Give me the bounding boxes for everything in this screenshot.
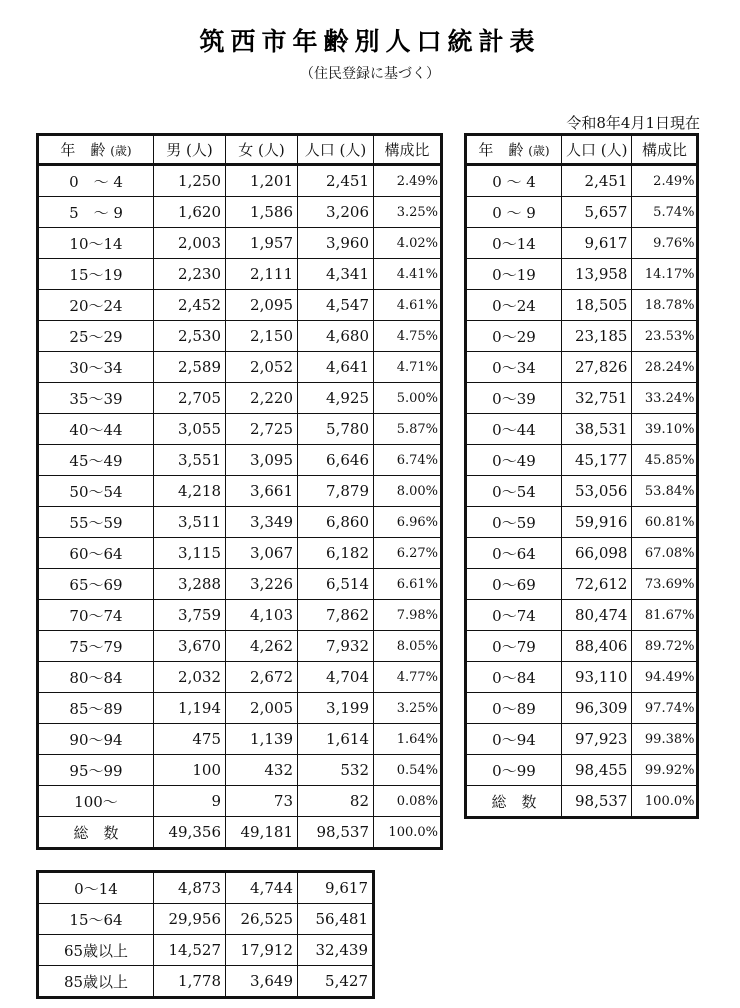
population-cell: 7,932: [298, 631, 374, 662]
age-range-cell: 0～64: [466, 538, 562, 569]
ratio-cell: 8.05%: [374, 631, 442, 662]
table-row: [466, 197, 698, 228]
male-count-cell: 1,194: [154, 693, 226, 724]
table-row: [38, 786, 442, 817]
age-group-cell: 65歳以上: [38, 935, 154, 966]
age-group-cell: 85歳以上: [38, 966, 154, 998]
age-range-cell: 60～64: [38, 538, 154, 569]
population-cell: 2,451: [562, 165, 632, 197]
age-group-summary-table: [36, 870, 375, 999]
age-range-cell: 0 ～ 9: [466, 197, 562, 228]
population-cell: 4,641: [298, 352, 374, 383]
female-count-cell: 3,661: [226, 476, 298, 507]
female-count-cell: 3,349: [226, 507, 298, 538]
population-cell: 23,185: [562, 321, 632, 352]
female-count-cell: 49,181: [226, 817, 298, 849]
table-row: [38, 228, 442, 259]
female-count-cell: 2,672: [226, 662, 298, 693]
table-row: [466, 569, 698, 600]
male-count-cell: 1,778: [154, 966, 226, 998]
male-count-cell: 2,452: [154, 290, 226, 321]
ratio-cell: 89.72%: [632, 631, 698, 662]
table-row: [38, 966, 374, 998]
ratio-cell: 4.02%: [374, 228, 442, 259]
ratio-cell: 6.61%: [374, 569, 442, 600]
population-cell: 4,925: [298, 383, 374, 414]
population-cell: 72,612: [562, 569, 632, 600]
age-range-cell: 65～69: [38, 569, 154, 600]
ratio-cell: 60.81%: [632, 507, 698, 538]
age-range-cell: 45～49: [38, 445, 154, 476]
table-row: [38, 538, 442, 569]
population-cell: 32,439: [298, 935, 374, 966]
male-count-cell: 100: [154, 755, 226, 786]
population-cell: 88,406: [562, 631, 632, 662]
population-cell: 98,537: [562, 786, 632, 818]
age-population-table: [36, 133, 443, 850]
table-row: [466, 538, 698, 569]
female-count-cell: 3,095: [226, 445, 298, 476]
ratio-cell: 4.77%: [374, 662, 442, 693]
female-count-cell: 1,139: [226, 724, 298, 755]
header-ratio: 構成比: [632, 135, 698, 165]
ratio-cell: 99.92%: [632, 755, 698, 786]
age-range-cell: 35～39: [38, 383, 154, 414]
cumulative-population-table: [464, 133, 699, 819]
population-cell: 4,680: [298, 321, 374, 352]
age-range-cell: 0～79: [466, 631, 562, 662]
ratio-cell: 3.25%: [374, 197, 442, 228]
age-range-cell: 0～59: [466, 507, 562, 538]
population-cell: 6,860: [298, 507, 374, 538]
table-row: [466, 724, 698, 755]
table-row: [466, 259, 698, 290]
ratio-cell: 3.25%: [374, 693, 442, 724]
age-population-body: [38, 165, 442, 849]
ratio-cell: 4.71%: [374, 352, 442, 383]
age-range-cell: 0～84: [466, 662, 562, 693]
age-range-cell: 0 ～ 4: [466, 165, 562, 197]
male-count-cell: 14,527: [154, 935, 226, 966]
male-count-cell: 4,218: [154, 476, 226, 507]
table-row: [466, 755, 698, 786]
header-population: 人口 (人): [298, 135, 374, 165]
population-cell: 6,182: [298, 538, 374, 569]
population-cell: 4,704: [298, 662, 374, 693]
header-age-label: 年 齢: [478, 141, 524, 159]
male-count-cell: 4,873: [154, 872, 226, 904]
age-range-cell: 0～54: [466, 476, 562, 507]
age-range-cell: 75～79: [38, 631, 154, 662]
age-range-cell: 15～19: [38, 259, 154, 290]
table-row: [38, 290, 442, 321]
population-cell: 1,614: [298, 724, 374, 755]
ratio-cell: 6.27%: [374, 538, 442, 569]
female-count-cell: 2,111: [226, 259, 298, 290]
female-count-cell: 2,220: [226, 383, 298, 414]
population-cell: 66,098: [562, 538, 632, 569]
population-cell: 32,751: [562, 383, 632, 414]
cumulative-population-body: [466, 165, 698, 818]
population-cell: 97,923: [562, 724, 632, 755]
header-ratio: 構成比: [374, 135, 442, 165]
population-cell: 18,505: [562, 290, 632, 321]
female-count-cell: 2,052: [226, 352, 298, 383]
ratio-cell: 8.00%: [374, 476, 442, 507]
ratio-cell: 94.49%: [632, 662, 698, 693]
age-group-cell: 15～64: [38, 904, 154, 935]
population-cell: 4,547: [298, 290, 374, 321]
table-row: [38, 165, 442, 197]
female-count-cell: 1,957: [226, 228, 298, 259]
table-row: [38, 872, 374, 904]
ratio-cell: 53.84%: [632, 476, 698, 507]
table-row: [38, 507, 442, 538]
female-count-cell: 432: [226, 755, 298, 786]
table-row: [38, 631, 442, 662]
male-count-cell: 2,705: [154, 383, 226, 414]
table-row: [466, 445, 698, 476]
population-cell: 98,537: [298, 817, 374, 849]
male-count-cell: 3,670: [154, 631, 226, 662]
age-range-cell: 70～74: [38, 600, 154, 631]
population-cell: 27,826: [562, 352, 632, 383]
ratio-cell: 73.69%: [632, 569, 698, 600]
population-cell: 80,474: [562, 600, 632, 631]
ratio-cell: 2.49%: [374, 165, 442, 197]
ratio-cell: 4.75%: [374, 321, 442, 352]
male-count-cell: 2,530: [154, 321, 226, 352]
ratio-cell: 39.10%: [632, 414, 698, 445]
ratio-cell: 14.17%: [632, 259, 698, 290]
population-cell: 532: [298, 755, 374, 786]
male-count-cell: 49,356: [154, 817, 226, 849]
age-range-cell: 総 数: [466, 786, 562, 818]
ratio-cell: 5.87%: [374, 414, 442, 445]
age-range-cell: 0～44: [466, 414, 562, 445]
population-cell: 38,531: [562, 414, 632, 445]
population-cell: 59,916: [562, 507, 632, 538]
population-cell: 13,958: [562, 259, 632, 290]
population-cell: 98,455: [562, 755, 632, 786]
population-cell: 5,657: [562, 197, 632, 228]
age-range-cell: 0～29: [466, 321, 562, 352]
table-row: [466, 507, 698, 538]
total-row: [466, 786, 698, 818]
page-subtitle: （住民登録に基づく）: [300, 66, 440, 82]
table-row: [466, 662, 698, 693]
population-cell: 45,177: [562, 445, 632, 476]
age-range-cell: 10～14: [38, 228, 154, 259]
age-range-cell: 50～54: [38, 476, 154, 507]
population-cell: 6,514: [298, 569, 374, 600]
female-count-cell: 2,005: [226, 693, 298, 724]
population-cell: 96,309: [562, 693, 632, 724]
population-cell: 4,341: [298, 259, 374, 290]
header-male: 男 (人): [154, 135, 226, 165]
age-range-cell: 25～29: [38, 321, 154, 352]
table-row: [38, 569, 442, 600]
page-title: 筑西市年齢別人口統計表: [199, 27, 541, 56]
population-cell: 5,427: [298, 966, 374, 998]
ratio-cell: 97.74%: [632, 693, 698, 724]
age-range-cell: 40～44: [38, 414, 154, 445]
table-row: [466, 165, 698, 197]
male-count-cell: 475: [154, 724, 226, 755]
female-count-cell: 1,201: [226, 165, 298, 197]
age-group-summary-body: [38, 872, 374, 998]
table-header-row: [38, 135, 442, 165]
population-cell: 6,646: [298, 445, 374, 476]
age-range-cell: 総 数: [38, 817, 154, 849]
male-count-cell: 1,620: [154, 197, 226, 228]
ratio-cell: 23.53%: [632, 321, 698, 352]
ratio-cell: 0.54%: [374, 755, 442, 786]
population-cell: 56,481: [298, 904, 374, 935]
table-row: [466, 600, 698, 631]
header-age-unit: (歳): [528, 144, 550, 158]
table-header-row: [466, 135, 698, 165]
male-count-cell: 3,288: [154, 569, 226, 600]
population-cell: 9,617: [562, 228, 632, 259]
table-row: [38, 414, 442, 445]
female-count-cell: 3,649: [226, 966, 298, 998]
male-count-cell: 1,250: [154, 165, 226, 197]
table-row: [38, 724, 442, 755]
male-count-cell: 3,511: [154, 507, 226, 538]
total-row: [38, 817, 442, 849]
female-count-cell: 4,103: [226, 600, 298, 631]
table-row: [38, 445, 442, 476]
table-row: [466, 290, 698, 321]
female-count-cell: 4,744: [226, 872, 298, 904]
age-range-cell: 0～14: [466, 228, 562, 259]
ratio-cell: 99.38%: [632, 724, 698, 755]
age-range-cell: 95～99: [38, 755, 154, 786]
table-row: [38, 755, 442, 786]
age-range-cell: 85～89: [38, 693, 154, 724]
ratio-cell: 33.24%: [632, 383, 698, 414]
ratio-cell: 28.24%: [632, 352, 698, 383]
table-row: [38, 197, 442, 228]
table-row: [466, 631, 698, 662]
population-cell: 53,056: [562, 476, 632, 507]
population-cell: 9,617: [298, 872, 374, 904]
female-count-cell: 3,226: [226, 569, 298, 600]
age-range-cell: 55～59: [38, 507, 154, 538]
age-range-cell: 0 ～ 4: [38, 165, 154, 197]
male-count-cell: 3,759: [154, 600, 226, 631]
ratio-cell: 4.61%: [374, 290, 442, 321]
male-count-cell: 2,589: [154, 352, 226, 383]
ratio-cell: 5.74%: [632, 197, 698, 228]
age-range-cell: 80～84: [38, 662, 154, 693]
male-count-cell: 3,055: [154, 414, 226, 445]
header-population: 人口 (人): [562, 135, 632, 165]
female-count-cell: 2,725: [226, 414, 298, 445]
age-range-cell: 0～99: [466, 755, 562, 786]
as-of-date: 令和8年4月1日現在: [566, 114, 700, 132]
table-row: [38, 693, 442, 724]
table-row: [466, 321, 698, 352]
population-cell: 3,206: [298, 197, 374, 228]
male-count-cell: 29,956: [154, 904, 226, 935]
ratio-cell: 2.49%: [632, 165, 698, 197]
ratio-cell: 67.08%: [632, 538, 698, 569]
ratio-cell: 4.41%: [374, 259, 442, 290]
male-count-cell: 9: [154, 786, 226, 817]
female-count-cell: 4,262: [226, 631, 298, 662]
age-range-cell: 0～19: [466, 259, 562, 290]
female-count-cell: 2,095: [226, 290, 298, 321]
ratio-cell: 18.78%: [632, 290, 698, 321]
table-row: [38, 600, 442, 631]
header-female: 女 (人): [226, 135, 298, 165]
age-range-cell: 0～39: [466, 383, 562, 414]
age-range-cell: 90～94: [38, 724, 154, 755]
female-count-cell: 73: [226, 786, 298, 817]
population-cell: 82: [298, 786, 374, 817]
table-row: [38, 476, 442, 507]
ratio-cell: 81.67%: [632, 600, 698, 631]
ratio-cell: 7.98%: [374, 600, 442, 631]
age-range-cell: 0～49: [466, 445, 562, 476]
table-row: [38, 321, 442, 352]
table-row: [466, 228, 698, 259]
table-row: [38, 352, 442, 383]
female-count-cell: 1,586: [226, 197, 298, 228]
female-count-cell: 3,067: [226, 538, 298, 569]
ratio-cell: 5.00%: [374, 383, 442, 414]
ratio-cell: 45.85%: [632, 445, 698, 476]
age-group-cell: 0～14: [38, 872, 154, 904]
ratio-cell: 100.0%: [632, 786, 698, 818]
ratio-cell: 100.0%: [374, 817, 442, 849]
population-cell: 7,879: [298, 476, 374, 507]
table-row: [466, 414, 698, 445]
male-count-cell: 2,003: [154, 228, 226, 259]
male-count-cell: 3,551: [154, 445, 226, 476]
table-row: [466, 383, 698, 414]
population-cell: 2,451: [298, 165, 374, 197]
ratio-cell: 0.08%: [374, 786, 442, 817]
female-count-cell: 26,525: [226, 904, 298, 935]
header-age: [38, 135, 154, 165]
header-age-unit: (歳): [110, 144, 132, 158]
age-range-cell: 0～89: [466, 693, 562, 724]
table-row: [466, 693, 698, 724]
ratio-cell: 6.74%: [374, 445, 442, 476]
age-range-cell: 5 ～ 9: [38, 197, 154, 228]
table-row: [38, 904, 374, 935]
population-cell: 5,780: [298, 414, 374, 445]
age-range-cell: 0～34: [466, 352, 562, 383]
age-range-cell: 20～24: [38, 290, 154, 321]
age-range-cell: 30～34: [38, 352, 154, 383]
table-row: [466, 476, 698, 507]
table-row: [38, 259, 442, 290]
male-count-cell: 2,032: [154, 662, 226, 693]
age-range-cell: 0～74: [466, 600, 562, 631]
male-count-cell: 3,115: [154, 538, 226, 569]
ratio-cell: 9.76%: [632, 228, 698, 259]
female-count-cell: 17,912: [226, 935, 298, 966]
age-range-cell: 0～69: [466, 569, 562, 600]
table-row: [38, 935, 374, 966]
female-count-cell: 2,150: [226, 321, 298, 352]
male-count-cell: 2,230: [154, 259, 226, 290]
age-range-cell: 0～94: [466, 724, 562, 755]
population-cell: 3,960: [298, 228, 374, 259]
age-range-cell: 0～24: [466, 290, 562, 321]
age-range-cell: 100～: [38, 786, 154, 817]
header-age-label: 年 齢: [60, 141, 106, 159]
population-cell: 93,110: [562, 662, 632, 693]
header-age: [466, 135, 562, 165]
ratio-cell: 6.96%: [374, 507, 442, 538]
table-row: [38, 383, 442, 414]
population-cell: 7,862: [298, 600, 374, 631]
table-row: [466, 352, 698, 383]
population-cell: 3,199: [298, 693, 374, 724]
table-row: [38, 662, 442, 693]
ratio-cell: 1.64%: [374, 724, 442, 755]
